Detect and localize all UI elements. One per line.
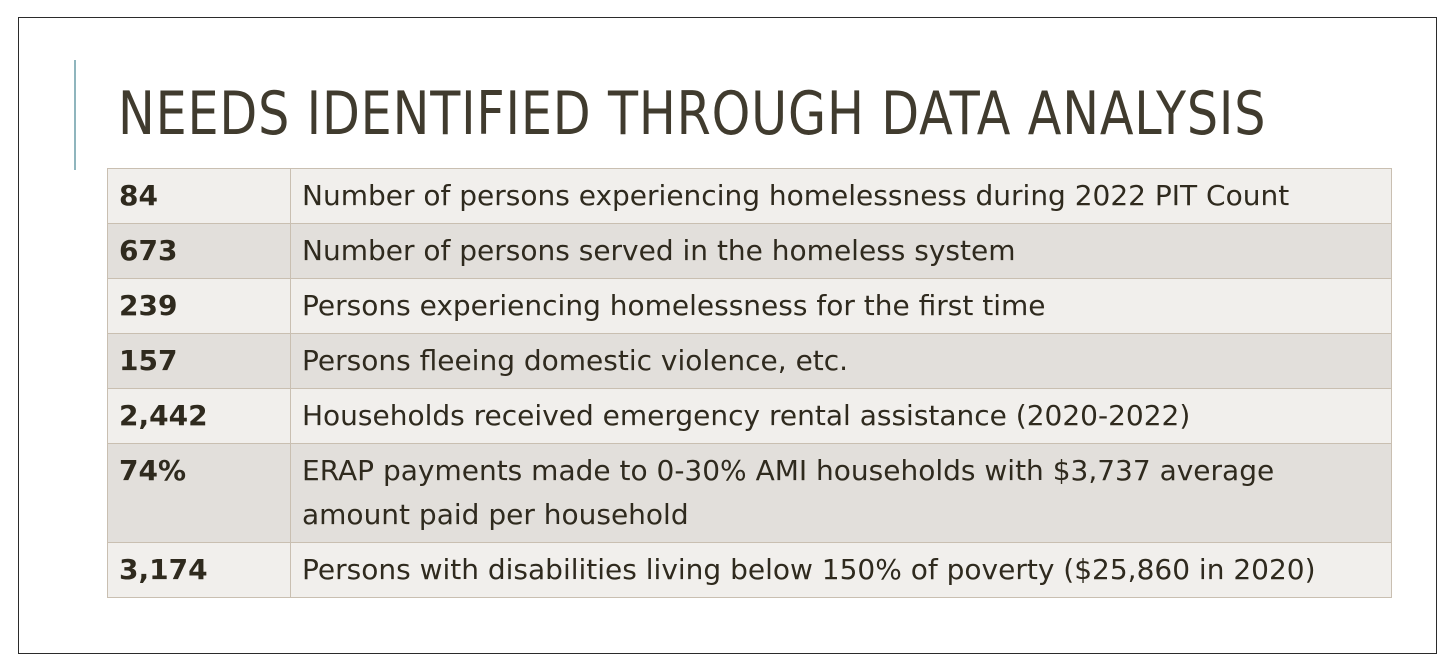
row-value: 673 bbox=[108, 224, 291, 279]
row-description: ERAP payments made to 0-30% AMI households with $3,737 average amount paid per household bbox=[291, 444, 1392, 543]
row-description: Households received emergency rental assistance (2020-2022) bbox=[291, 389, 1392, 444]
row-value: 2,442 bbox=[108, 389, 291, 444]
row-description: Number of persons served in the homeless system bbox=[291, 224, 1392, 279]
table-row bbox=[108, 444, 1392, 543]
title-accent-bar bbox=[74, 60, 76, 170]
row-description: Persons experiencing homelessness for the first time bbox=[291, 279, 1392, 334]
needs-table bbox=[107, 168, 1392, 598]
row-value: 157 bbox=[108, 334, 291, 389]
row-value: 74% bbox=[108, 444, 291, 543]
row-description: Persons fleeing domestic violence, etc. bbox=[291, 334, 1392, 389]
row-value: 239 bbox=[108, 279, 291, 334]
table-row bbox=[108, 169, 1392, 224]
row-description: Number of persons experiencing homelessness during 2022 PIT Count bbox=[291, 169, 1392, 224]
table-row bbox=[108, 543, 1392, 598]
slide-title: NEEDS IDENTIFIED THROUGH DATA ANALYSIS bbox=[118, 79, 1267, 149]
row-value: 3,174 bbox=[108, 543, 291, 598]
table-row bbox=[108, 279, 1392, 334]
row-description: Persons with disabilities living below 150% of poverty ($25,860 in 2020) bbox=[291, 543, 1392, 598]
row-value: 84 bbox=[108, 169, 291, 224]
table-row bbox=[108, 389, 1392, 444]
table-row bbox=[108, 334, 1392, 389]
table-row bbox=[108, 224, 1392, 279]
